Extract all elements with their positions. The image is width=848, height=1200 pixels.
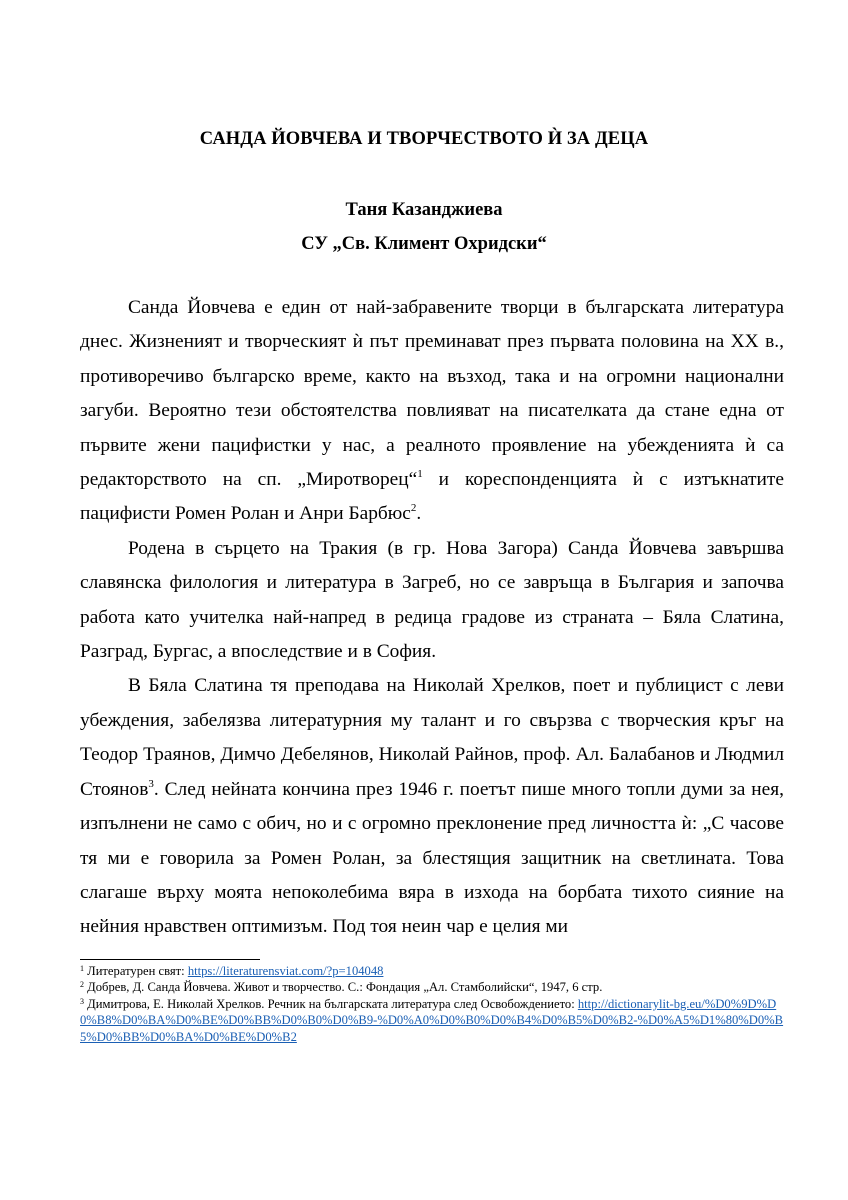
paragraph-3 xyxy=(80,669,784,944)
footnote-1 xyxy=(80,963,784,979)
footnote-ref-3[interactable]: 3 xyxy=(148,777,154,790)
footnote-text: Димитрова, Е. Николай Хрелков. Речник на българската литература след Освобождението: xyxy=(84,996,578,1011)
article-body xyxy=(80,291,784,945)
footnote-number: 3 xyxy=(80,996,84,1006)
footnote-ref-1[interactable]: 1 xyxy=(417,468,423,481)
footnote-link[interactable]: https://literaturensviat.com/?p=104048 xyxy=(187,964,384,978)
footnote-2 xyxy=(80,979,784,995)
footnote-number: 1 xyxy=(80,964,84,973)
document-title: САНДА ЙОВЧЕВА И ТВОРЧЕСТВОТО Ѝ ЗА ДЕЦА xyxy=(199,129,649,149)
author-name: Таня Казанджиева xyxy=(345,200,503,220)
paragraph-1-text-c: . xyxy=(416,503,422,525)
footnote-3 xyxy=(80,996,784,1045)
paragraph-3-text-b: . След нейната кончина през 1946 г. поетът пише много топли думи за нея, изпълнени не само с обич, но и с огромно преклонение пред личността ѝ: „С часове тя ми е говорила за Ромен Ролан, за блестящия защитник на светлината. Това слагаше върху моята непоколебима вяра в изхода на борбата тихото сияние на нейния нравствен оптимизъм. Под тоя неин чар е целия ми xyxy=(80,778,784,938)
paragraph-1 xyxy=(80,291,784,532)
paragraph-2: Родена в сърцето на Тракия (в гр. Нова Загора) Санда Йовчева завършва славянска филология и литература в Загреб, но се завръща в България и започва работа като учителка най-напред в редица градове из страната – Бяла Слатина, Разград, Бургас, а впоследствие и в София. xyxy=(80,537,784,663)
author-affiliation: СУ „Св. Климент Охридски“ xyxy=(301,234,547,254)
footnote-ref-2[interactable]: 2 xyxy=(410,502,417,515)
footnote-text: Литературен свят: xyxy=(84,964,188,978)
paragraph-3-text-a: В Бяла Слатина тя преподава на Николай Хрелков, поет и публицист с леви убеждения, забелязва литературния му талант и го свързва с творческия кръг на Теодор Траянов, Димчо Дебелянов, Николай Райнов, проф. Ал. Балабанов и Людмил Стоянов xyxy=(80,675,784,800)
footnote-separator xyxy=(80,959,260,960)
footnote-text: Добрев, Д. Санда Йовчева. Живот и творчество. С.: Фондация „Ал. Стамболийски“, 1947, 6 стр. xyxy=(84,980,603,995)
paragraph-1-text-b: и кореспонденцията ѝ с изтъкнатите пацифисти Ромен Ролан и Анри Барбюс xyxy=(80,469,784,525)
paragraph-1-text-a: Санда Йовчева е един от най-забравените творци в българската литература днес. Жизненият и творческият ѝ път преминават през първата половина на XX в., противоречиво българско време, както на възход, така и на огромни национални загуби. Вероятно тези обстоятелства повлияват на писателката да стане една от първите жени пацифистки у нас, а реалното проявление на убежденията ѝ са редакторството на сп. „Миротворец“ xyxy=(80,297,784,491)
footnote-link[interactable]: http://dictionarylit-bg.eu/%D0%9D%D0%B8%D0%BA%D0%BE%D0%BB%D0%B0%D0%B9-%D0%A0%D0%B0%D0%B4%D0%B5%D0%B2-%D0%A5%D1%80%D0%B5%D0%BB%D0%BA%D0%BE%D0%B2 xyxy=(80,996,784,1044)
footnote-number: 2 xyxy=(80,980,84,990)
footnotes xyxy=(80,963,784,1045)
